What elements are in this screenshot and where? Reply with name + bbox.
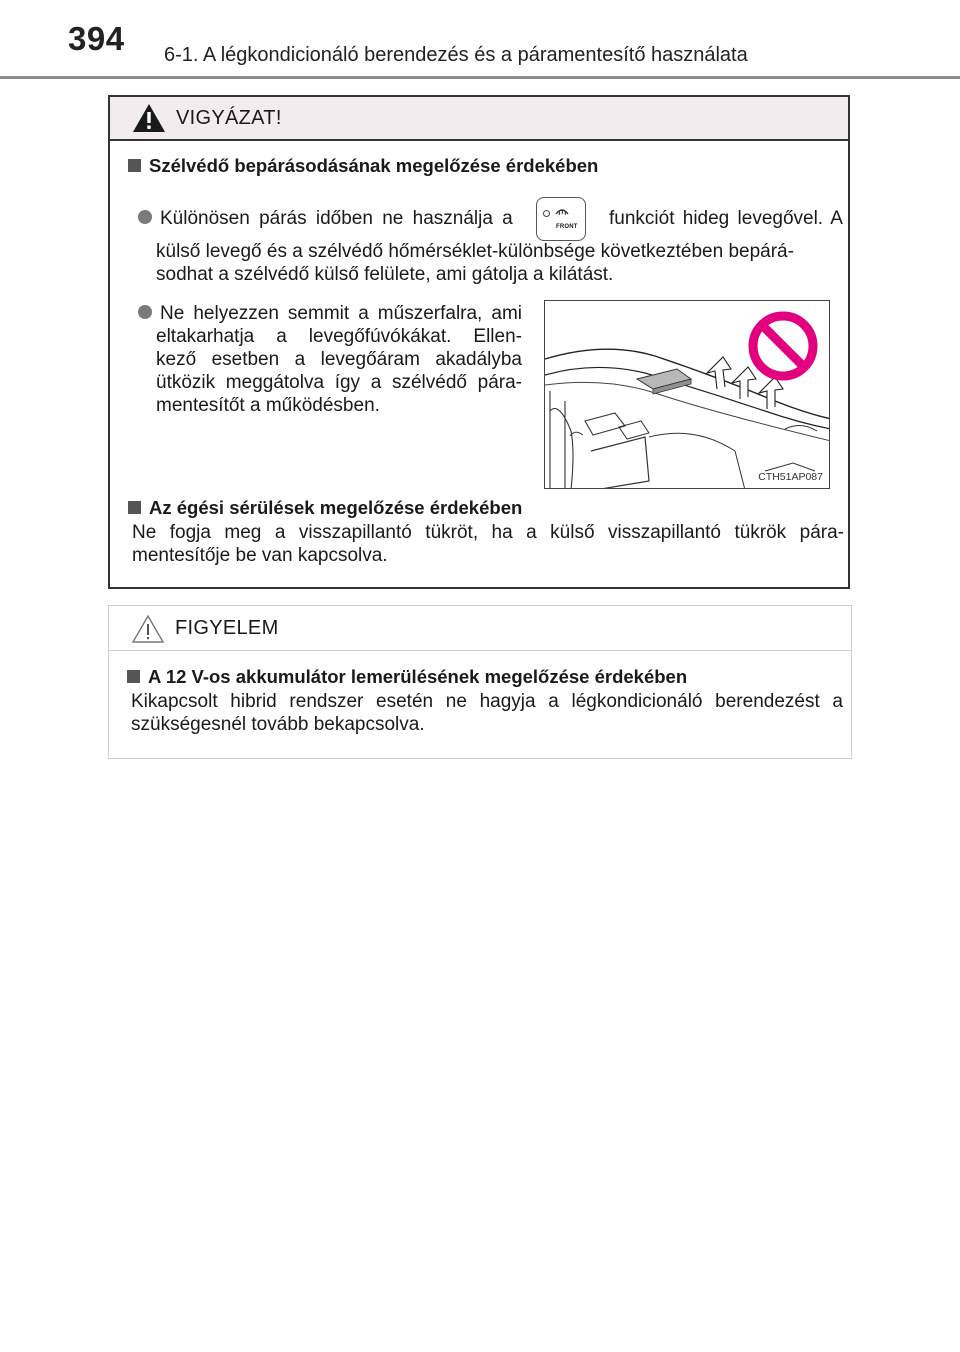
bullet2-line3: kező esetben a levegőáram akadályba (156, 349, 522, 370)
bullet2-line2: eltakarhatja a levegőfúvókákat. Ellen- (156, 326, 522, 347)
bullet2-line1-wrap (138, 302, 522, 325)
warning-box-header (110, 97, 848, 141)
caution-triangle-icon (131, 614, 165, 644)
square-bullet-icon (128, 159, 141, 172)
burns-line2: mentesítője be van kapcsolva. (132, 545, 388, 566)
section-heading-text: A 12 V-os akkumulátor lemerülésének megelőzése érdekében (148, 666, 688, 687)
dashboard-drawing (545, 301, 830, 489)
page-number: 394 (68, 20, 125, 57)
warning-triangle-icon (132, 103, 166, 133)
burns-text (132, 521, 844, 567)
illustration-code: CTH51AP087 (758, 471, 823, 483)
bullet2-line4: ütközik meggátolva így a szélvédő pára- (156, 372, 522, 393)
bullet-dot-icon (138, 305, 152, 319)
notice-title: FIGYELEM (175, 617, 279, 639)
indicator-led-icon (543, 210, 550, 217)
bullet2-line5: mentesítőt a működésben. (156, 395, 380, 416)
bullet1-line1-start (138, 207, 544, 230)
windshield-defogger-icon (536, 197, 586, 241)
battery-line2: szükségesnél tovább bekapcsolva. (131, 714, 425, 735)
square-bullet-icon (128, 501, 141, 514)
battery-text (131, 690, 843, 736)
section-heading-battery (127, 666, 687, 688)
burns-line1: Ne fogja meg a visszapillantó tükröt, ha a külső visszapillantó tükrök pára- (132, 522, 844, 543)
prohibited-icon (753, 316, 813, 376)
square-bullet-icon (127, 670, 140, 683)
notice-box (108, 605, 852, 759)
warning-title: VIGYÁZAT! (176, 107, 282, 129)
front-label: FRONT (556, 224, 578, 230)
header-rule (0, 76, 960, 79)
battery-line1: Kikapcsolt hibrid rendszer esetén ne hagyja a légkondicionáló berendezést a (131, 691, 843, 712)
bullet1-line2: külső levegő és a szélvédő hőmérséklet-különbsége következtében bepárá- (156, 241, 794, 262)
bullet-dot-icon (138, 210, 152, 224)
warning-box (108, 95, 850, 589)
section-heading-windshield (128, 155, 598, 177)
defogger-symbol-icon (555, 204, 569, 222)
bullet1-text-a: Különösen párás időben ne használja a (160, 208, 513, 229)
bullet2-text (138, 302, 522, 417)
bullet1-line3: sodhat a szélvédő külső felülete, ami gátolja a kilátást. (156, 264, 614, 285)
bullet2-line1: Ne helyezzen semmit a műszerfalra, ami (160, 303, 522, 324)
chapter-title: 6-1. A légkondicionáló berendezés és a páramentesítő használata (164, 44, 748, 66)
page-header (0, 0, 960, 80)
section-heading-burns (128, 497, 522, 519)
dashboard-illustration (544, 300, 830, 489)
section-heading-text: Az égési sérülések megelőzése érdekében (149, 497, 523, 518)
notice-box-header (109, 606, 851, 651)
section-heading-text: Szélvédő bepárásodásának megelőzése érdekében (149, 155, 599, 176)
bullet1-line1-end: funkciót hideg levegővel. A (609, 208, 843, 229)
